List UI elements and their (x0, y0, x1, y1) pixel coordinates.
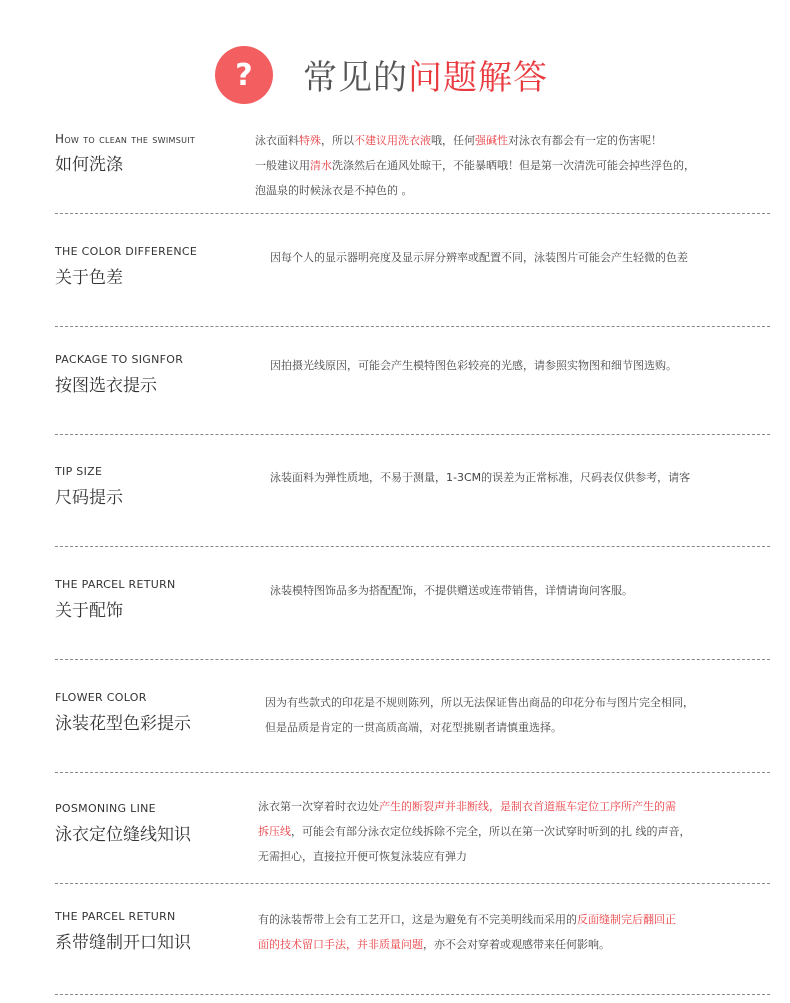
section-english-title: FLOWER COLOR (55, 691, 147, 704)
description-line (255, 178, 695, 203)
section-divider (55, 772, 770, 773)
section-description (258, 794, 691, 869)
body-text: 泳装面料为弹性质地，不易于测量，1-3CM的误差为正常标准，尺码表仅供参考，请客 (270, 471, 691, 484)
page-header (0, 38, 790, 108)
section-description (270, 245, 688, 270)
description-line (265, 690, 694, 715)
highlight-text: 清水 (310, 159, 332, 172)
highlight-text: 产生的断裂声并非断线，是制衣首道瓶车定位工序所产生的需 (379, 800, 676, 813)
body-text: 因拍摄光线原因，可能会产生模特图色彩较亮的光感，请参照实物图和细节图选购。 (270, 359, 677, 372)
body-text: 洗涤然后在通风处晾干，不能暴晒哦！但是第一次清洗可能会掉些浮色的， (332, 159, 695, 172)
body-text: 泳衣面料 (255, 134, 299, 147)
section-divider (55, 434, 770, 435)
section-chinese-title: 尺码提示 (55, 488, 123, 508)
section-chinese-title: 系带缝制开口知识 (55, 933, 191, 953)
body-text: 泳装模特图饰品多为搭配配饰，不提供赠送或连带销售，详情请询问客服。 (270, 584, 633, 597)
section-english-title: PACKAGE TO SIGNFOR (55, 353, 184, 366)
section-chinese-title: 按图选衣提示 (55, 376, 157, 396)
highlight-text: 拆压线 (258, 825, 291, 838)
body-text: 无需担心，直接拉开便可恢复泳装应有弹力 (258, 850, 467, 863)
title-part1: 常见的 (303, 58, 408, 98)
section-divider (55, 883, 770, 884)
description-line (258, 907, 676, 932)
section-english-title: TIP SIZE (55, 465, 103, 478)
highlight-text: 面的技术留口手法，并非质量问题 (258, 938, 423, 951)
section-description (265, 690, 694, 740)
description-line (270, 465, 690, 490)
description-line (258, 819, 691, 844)
body-text: ，所以 (321, 134, 354, 147)
section-chinese-title: 关于配饰 (55, 601, 123, 621)
description-line (270, 245, 688, 270)
body-text: 一般建议用 (255, 159, 310, 172)
section-description (270, 578, 633, 603)
highlight-text: 特殊 (299, 134, 321, 147)
section-divider (55, 659, 770, 660)
page-title (303, 50, 548, 99)
section-chinese-title: 泳衣定位缝线知识 (55, 825, 191, 845)
section-english-title: How to clean the swimsuit (55, 132, 196, 146)
description-line (265, 715, 694, 740)
body-text: ，可能会有部分泳衣定位线拆除不完全，所以在第一次试穿时听到的扎 线的声音， (291, 825, 691, 838)
highlight-text: 不建议用洗衣液 (354, 134, 431, 147)
description-line (255, 128, 695, 153)
section-chinese-title: 关于色差 (55, 268, 123, 288)
body-text: 因为有些款式的印花是不规则陈列，所以无法保证售出商品的印花分布与图片完全相同， (265, 696, 694, 709)
section-divider (55, 994, 770, 995)
section-english-title: THE PARCEL RETURN (55, 578, 176, 591)
description-line (270, 578, 633, 603)
body-text: 泳衣第一次穿着时衣边处 (258, 800, 379, 813)
section-description (255, 128, 695, 203)
highlight-text: 反面缝制完后翻回正 (577, 913, 676, 926)
description-line (270, 353, 677, 378)
section-divider (55, 546, 770, 547)
body-text: 哦，任何 (431, 134, 475, 147)
description-line (258, 932, 676, 957)
body-text: 对泳衣有都会有一定的伤害呢！ (508, 134, 662, 147)
section-english-title: THE PARCEL RETURN (55, 910, 176, 923)
description-line (258, 844, 691, 869)
description-line (255, 153, 695, 178)
section-english-title: THE COLOR DIFFERENCE (55, 245, 198, 258)
section-chinese-title: 泳装花型色彩提示 (55, 714, 191, 734)
section-description (270, 353, 677, 378)
section-divider (55, 326, 770, 327)
body-text: 泡温泉的时候泳衣是不掉色的 。 (255, 184, 413, 197)
title-part2: 问题解答 (408, 58, 548, 98)
section-chinese-title: 如何洗涤 (55, 155, 123, 175)
section-divider (55, 213, 770, 214)
body-text: 因每个人的显示器明亮度及显示屏分辨率或配置不同，泳装图片可能会产生轻微的色差 (270, 251, 688, 264)
section-description (258, 907, 676, 957)
body-text: ，亦不会对穿着或观感带来任何影响。 (423, 938, 610, 951)
body-text: 有的泳装帮带上会有工艺开口，这是为避免有不完美明线而采用的 (258, 913, 577, 926)
highlight-text: 强碱性 (475, 134, 508, 147)
section-description (270, 465, 690, 490)
body-text: 但是品质是肯定的一贯高质高端，对花型挑剔者请慎重选择。 (265, 721, 562, 734)
section-english-title: POSMONING LINE (55, 802, 156, 815)
question-icon: ? (215, 46, 273, 104)
description-line (258, 794, 691, 819)
